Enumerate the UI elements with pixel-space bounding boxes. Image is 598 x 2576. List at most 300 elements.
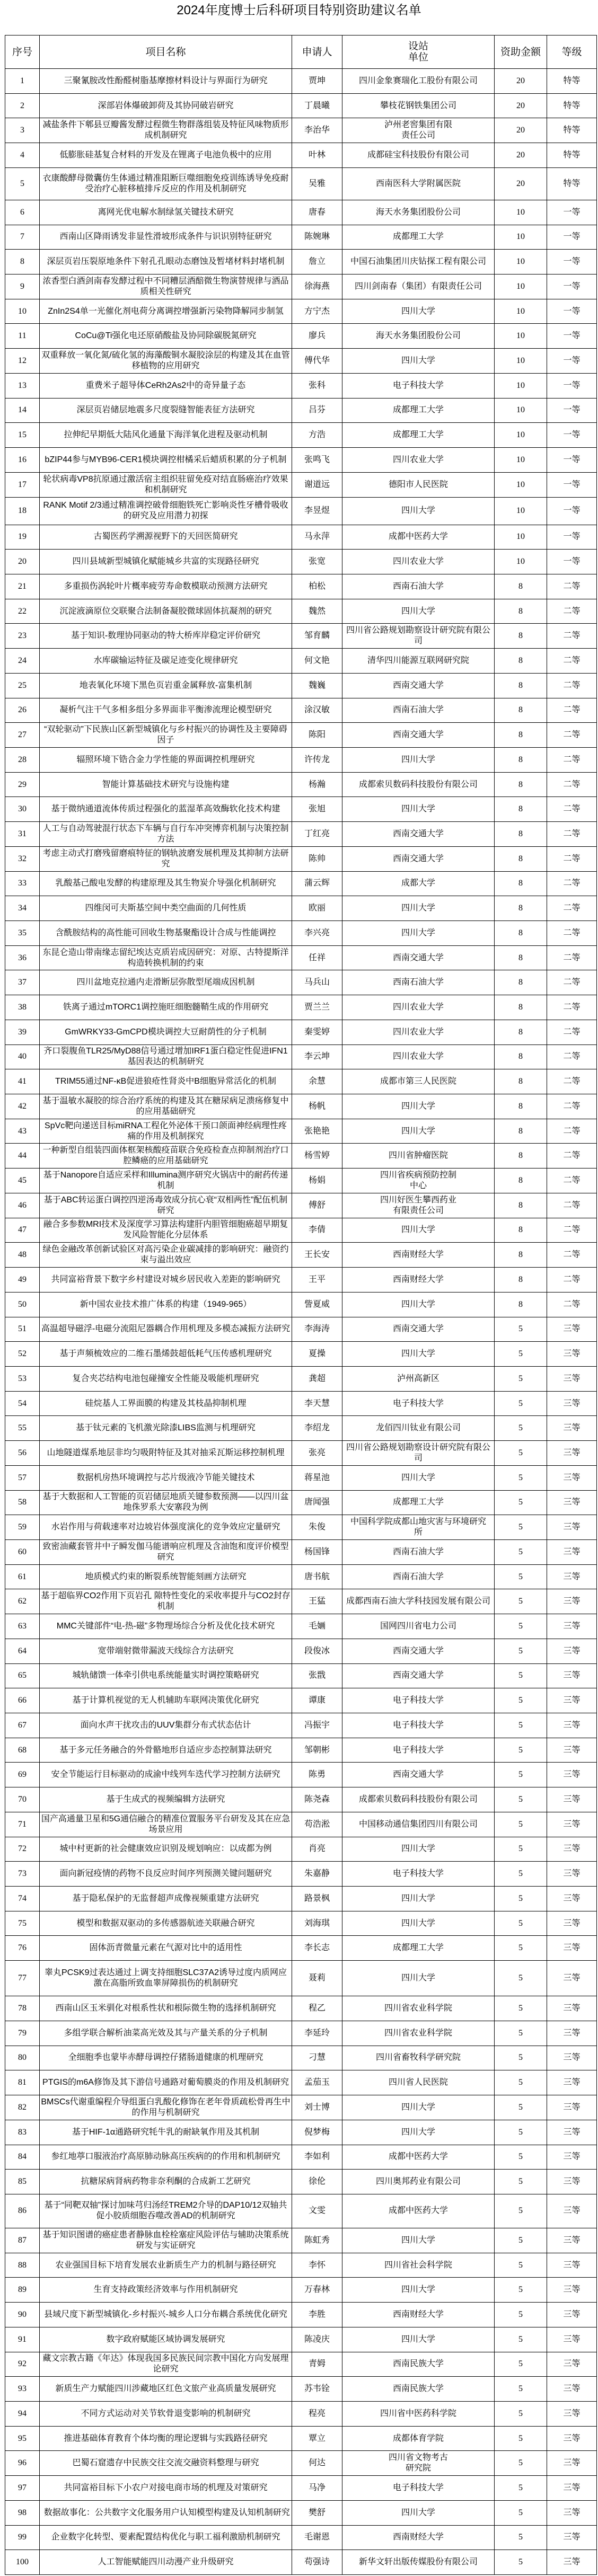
- project-name: 睾丸PCSK9过表达通过上调支持细胞SLC37A2诱导过度内质网应激在高脂所致血睾屏障损伤的机制研究: [40, 1961, 292, 1996]
- applicant-name: 丁红亮: [292, 822, 342, 847]
- host-unit: 攀枝花钢铁集团公司: [342, 93, 495, 118]
- table-row: [5, 2170, 597, 2194]
- project-name: 双重释放一氧化氮/硫化氢的海藻酸铜水凝胶涂层的构建及其在血管移植物的应用研究: [40, 349, 292, 374]
- row-index: 75: [5, 1911, 40, 1936]
- project-name: 轮状病毒VP8抗原通过激活宿主组织驻留免疫对结直肠癌治疗效果和机制研究: [40, 472, 292, 497]
- project-name: 四川县域新型城镇化赋能城乡共富的实现路径研究: [40, 550, 292, 574]
- table-row: [5, 398, 597, 423]
- header-applicant: 申请人: [292, 36, 342, 69]
- grade-level: 二等: [547, 871, 597, 896]
- grade-level: 二等: [547, 1169, 597, 1193]
- applicant-name: 魏巍: [292, 673, 342, 698]
- funding-amount: 5: [495, 2194, 547, 2228]
- host-unit: 四川大学: [342, 599, 495, 624]
- applicant-name: 张艳艳: [292, 1119, 342, 1144]
- row-index: 11: [5, 324, 40, 349]
- funding-amount: 8: [495, 1020, 547, 1044]
- table-row: [5, 599, 597, 624]
- host-unit: 四川大学: [342, 1218, 495, 1243]
- table-row: [5, 2120, 597, 2145]
- host-unit: 泸州老窖集团有限 责任公司: [342, 118, 495, 143]
- applicant-name: 邹朝彬: [292, 1738, 342, 1763]
- row-index: 98: [5, 2500, 40, 2525]
- project-name: 地质模式约束的断裂系统智能刻画方法研究: [40, 1564, 292, 1589]
- applicant-name: 马兵山: [292, 970, 342, 995]
- host-unit: 成都中医药大学: [342, 2145, 495, 2170]
- project-name: 基于知识-数理协同驱动的特大桥库岸稳定评价研究: [40, 624, 292, 649]
- host-unit: 成都中医药大学: [342, 2194, 495, 2228]
- table-row: [5, 747, 597, 772]
- funding-amount: 5: [495, 1441, 547, 1466]
- project-name: TRIM55通过NF-κB促进狼疮性肾炎中B细胞异常活化的机制: [40, 1069, 292, 1094]
- applicant-name: 许传龙: [292, 747, 342, 772]
- row-index: 89: [5, 2278, 40, 2303]
- applicant-name: 刁慧: [292, 2046, 342, 2070]
- funding-amount: 5: [495, 2377, 547, 2402]
- table-row: [5, 2095, 597, 2120]
- project-name: bZIP44参与MYB96-CER1模块调控柑橘采后蜡质积累的分子机制: [40, 448, 292, 473]
- funding-amount: 5: [495, 1366, 547, 1391]
- host-unit: 成都市第三人民医院: [342, 1069, 495, 1094]
- host-unit: 四川大学: [342, 797, 495, 822]
- row-index: 36: [5, 945, 40, 970]
- project-name: 基于ABC转运蛋白调控四逆汤毒效成分抗心衰“双相两性”配伍机制研究: [40, 1193, 292, 1218]
- table-row: [5, 2401, 597, 2426]
- grade-level: 三等: [547, 1787, 597, 1812]
- host-unit: 西南石油大学: [342, 1564, 495, 1589]
- grade-level: 一等: [547, 324, 597, 349]
- grade-level: 三等: [547, 2352, 597, 2377]
- funding-amount: 5: [495, 1961, 547, 1996]
- project-name: 低膨胀硅基复合材料的开发及在锂离子电池负极中的应用: [40, 143, 292, 168]
- host-unit: 四川农业大学: [342, 995, 495, 1020]
- grade-level: 一等: [547, 398, 597, 423]
- host-unit: 西南交通大学: [342, 1639, 495, 1663]
- row-index: 9: [5, 275, 40, 299]
- table-row: [5, 1119, 597, 1144]
- project-name: 企业数字化转型、要素配置结构优化与职工福利激励机制研究: [40, 2525, 292, 2550]
- host-unit: 中国科学院成都山地灾害与环境研究 所: [342, 1515, 495, 1540]
- host-unit: 四川农业大学: [342, 550, 495, 574]
- table-row: [5, 1996, 597, 2021]
- host-unit: 西南财经大学: [342, 1268, 495, 1293]
- project-name: 数字政府赋能区域协调发展研究: [40, 2327, 292, 2352]
- grade-level: 二等: [547, 698, 597, 723]
- header-row: [5, 36, 597, 69]
- grade-level: 三等: [547, 2377, 597, 2402]
- project-name: SpVc靶向递送目标miRNA工程化外泌体干预口颌面神经病理性疼痛的作用及机制探究: [40, 1119, 292, 1144]
- host-unit: 四川金象赛瑞化工股份有限公司: [342, 69, 495, 94]
- table-row: [5, 1911, 597, 1936]
- table-row: [5, 1564, 597, 1589]
- table-row: [5, 299, 597, 324]
- funding-amount: 5: [495, 1539, 547, 1564]
- row-index: 58: [5, 1490, 40, 1515]
- funding-amount: 5: [495, 1564, 547, 1589]
- applicant-name: 冯振宇: [292, 1713, 342, 1738]
- table-row: [5, 2253, 597, 2278]
- row-index: 40: [5, 1044, 40, 1069]
- row-index: 82: [5, 2095, 40, 2120]
- row-index: 2: [5, 93, 40, 118]
- row-index: 73: [5, 1862, 40, 1887]
- project-name: 山地隧道煤系地层非均匀吸附特征及其对抽采瓦斯运移控制机理: [40, 1441, 292, 1466]
- table-row: [5, 1416, 597, 1441]
- host-unit: 西南交通大学: [342, 1317, 495, 1342]
- funding-amount: 20: [495, 143, 547, 168]
- project-name: 基于Nanopore自适应采样和Illumina测序研究火锅店中的耐药传递机制: [40, 1169, 292, 1193]
- grade-level: 三等: [547, 1614, 597, 1639]
- grade-level: 二等: [547, 1218, 597, 1243]
- table-row: [5, 550, 597, 574]
- table-row: [5, 1317, 597, 1342]
- grade-level: 三等: [547, 1391, 597, 1416]
- host-unit: 四川省畜牧科学研究院: [342, 2046, 495, 2070]
- host-unit: 四川大学: [342, 747, 495, 772]
- header-project-name: 项目名称: [40, 36, 292, 69]
- grade-level: 二等: [547, 822, 597, 847]
- row-index: 37: [5, 970, 40, 995]
- table-row: [5, 1268, 597, 1293]
- applicant-name: 毛谢恩: [292, 2525, 342, 2550]
- table-row: [5, 1292, 597, 1317]
- project-name: ZnIn2S4单一光催化剂电荷分离调控增强新污染物降解同步制氢: [40, 299, 292, 324]
- grade-level: 一等: [547, 225, 597, 250]
- project-name: 抗糖尿病肾病药物非奈利酮的合成新工艺研究: [40, 2170, 292, 2194]
- applicant-name: 杨娟: [292, 1169, 342, 1193]
- table-row: [5, 1515, 597, 1540]
- host-unit: 四川大学: [342, 896, 495, 921]
- table-row: [5, 673, 597, 698]
- applicant-name: 李如利: [292, 2145, 342, 2170]
- grade-level: 二等: [547, 673, 597, 698]
- table-row: [5, 2550, 597, 2575]
- grade-level: 二等: [547, 1144, 597, 1169]
- applicant-name: 苏韦铨: [292, 2377, 342, 2402]
- table-row: [5, 822, 597, 847]
- host-unit: 电子科技大学: [342, 1713, 495, 1738]
- funding-amount: 8: [495, 1169, 547, 1193]
- project-name: 浓香型白酒剑南春发酵过程中不同糟层酒醅微生物演替规律与酒品质相关性研究: [40, 275, 292, 299]
- grade-level: 二等: [547, 574, 597, 599]
- project-name: 含酰胺结构的高性能可回收生物基聚酯设计合成与性能调控: [40, 921, 292, 946]
- host-unit: 西南石油大学: [342, 698, 495, 723]
- host-unit: 成都理工大学: [342, 398, 495, 423]
- applicant-name: 秦雯婷: [292, 1020, 342, 1044]
- project-name: 基于“同靶双轴”探讨加味芎归汤经TREM2介导的DAP10/12双轴共促小胶质细胞吞噬改善AD的机制研究: [40, 2194, 292, 2228]
- applicant-name: 张鸣飞: [292, 448, 342, 473]
- funding-amount: 20: [495, 167, 547, 200]
- host-unit: 成都理工大学: [342, 1490, 495, 1515]
- applicant-name: 何达: [292, 2451, 342, 2476]
- grade-level: 二等: [547, 846, 597, 871]
- applicant-name: 杨帆: [292, 1094, 342, 1119]
- project-name: 推进基础体育教育个体均衡的理论逻辑与实践路径研究: [40, 2426, 292, 2451]
- project-name: 全细胞季也蒙毕赤酵母调控仔猪肠道健康的机理研究: [40, 2046, 292, 2070]
- row-index: 5: [5, 167, 40, 200]
- applicant-name: 万春林: [292, 2278, 342, 2303]
- table-row: [5, 1787, 597, 1812]
- table-row: [5, 871, 597, 896]
- row-index: 95: [5, 2426, 40, 2451]
- grade-level: 三等: [547, 1342, 597, 1367]
- project-name: 凝析气注干气多相多组分多界面非平衡渗流理论模型研究: [40, 698, 292, 723]
- funding-amount: 8: [495, 772, 547, 797]
- grade-level: 三等: [547, 2327, 597, 2352]
- grade-level: 三等: [547, 2194, 597, 2228]
- project-name: 绿色金融改革创新试验区对高污染企业碳减排的影响研究：融资约束与溢出效应: [40, 1243, 292, 1268]
- table-row: [5, 1044, 597, 1069]
- applicant-name: 王猛: [292, 1589, 342, 1614]
- row-index: 60: [5, 1539, 40, 1564]
- applicant-name: 唐书航: [292, 1564, 342, 1589]
- funding-amount: 5: [495, 1416, 547, 1441]
- row-index: 81: [5, 2070, 40, 2095]
- applicant-name: 方宁杰: [292, 299, 342, 324]
- host-unit: 四川大学: [342, 349, 495, 374]
- row-index: 53: [5, 1366, 40, 1391]
- host-unit: 电子科技大学: [342, 1862, 495, 1887]
- project-name: 参红地葶口服液治疗高原肺动脉高压疾病的的作用和机制研究: [40, 2145, 292, 2170]
- applicant-name: 陈帅: [292, 846, 342, 871]
- applicant-name: 朱嘉静: [292, 1862, 342, 1887]
- row-index: 1: [5, 69, 40, 94]
- funding-amount: 5: [495, 1738, 547, 1763]
- grade-level: 三等: [547, 2170, 597, 2194]
- project-name: RANK Motif 2/3通过精准调控破骨细胞铁死亡影响炎性牙槽骨吸收的研究及应用潜力初探: [40, 497, 292, 525]
- table-row: [5, 1366, 597, 1391]
- table-row: [5, 896, 597, 921]
- row-index: 47: [5, 1218, 40, 1243]
- row-index: 66: [5, 1688, 40, 1713]
- table-row: [5, 1887, 597, 1911]
- grade-level: 二等: [547, 723, 597, 748]
- project-name: 基于声频梳效应的二维石墨烯鼓超低耗气压传感机理研究: [40, 1342, 292, 1367]
- applicant-name: 杨国锋: [292, 1539, 342, 1564]
- applicant-name: 张戬: [292, 1663, 342, 1688]
- row-index: 93: [5, 2377, 40, 2402]
- row-index: 74: [5, 1887, 40, 1911]
- host-unit: 四川大学: [342, 2278, 495, 2303]
- table-row: [5, 1539, 597, 1564]
- applicant-name: 吴雅: [292, 167, 342, 200]
- host-unit: 西南交通大学: [342, 1663, 495, 1688]
- table-row: [5, 1663, 597, 1688]
- host-unit: 四川省公路规划勘察设计研究院有限公 司: [342, 624, 495, 649]
- project-name: 模型和数据双驱动的多传感器航迹关联融合研究: [40, 1911, 292, 1936]
- funding-amount: 5: [495, 1663, 547, 1688]
- applicant-name: 李天慧: [292, 1391, 342, 1416]
- applicant-name: 毛婳: [292, 1614, 342, 1639]
- project-name: 基于知识图谱的癌症患者静脉血栓栓塞症风险评估与辅助决策系统研发与实证研究: [40, 2228, 292, 2253]
- row-index: 29: [5, 772, 40, 797]
- row-index: 72: [5, 1837, 40, 1862]
- row-index: 12: [5, 349, 40, 374]
- applicant-name: 李云坤: [292, 1044, 342, 1069]
- table-row: [5, 2327, 597, 2352]
- host-unit: 成都中医药大学: [342, 525, 495, 550]
- table-row: [5, 698, 597, 723]
- applicant-name: 陈凌庆: [292, 2327, 342, 2352]
- project-name: 水库碳输运特征及碳足迹变化规律研究: [40, 649, 292, 674]
- row-index: 64: [5, 1639, 40, 1663]
- grade-level: 二等: [547, 1044, 597, 1069]
- applicant-name: 李倩: [292, 1218, 342, 1243]
- funding-amount: 5: [495, 2021, 547, 2046]
- project-name: 基于生成式的视频编辑方法研究: [40, 1787, 292, 1812]
- project-name: 智能计算基础技术研究与设施构建: [40, 772, 292, 797]
- row-index: 50: [5, 1292, 40, 1317]
- grade-level: 二等: [547, 1094, 597, 1119]
- host-unit: 四川农业大学: [342, 1044, 495, 1069]
- row-index: 48: [5, 1243, 40, 1268]
- funding-amount: 8: [495, 995, 547, 1020]
- grade-level: 一等: [547, 200, 597, 225]
- applicant-name: 王长安: [292, 1243, 342, 1268]
- grade-level: 特等: [547, 118, 597, 143]
- funding-amount: 5: [495, 1639, 547, 1663]
- host-unit: 海天水务集团股份公司: [342, 200, 495, 225]
- funding-amount: 10: [495, 324, 547, 349]
- applicant-name: 李怀: [292, 2253, 342, 2278]
- host-unit: 四川大学: [342, 1094, 495, 1119]
- grade-level: 特等: [547, 93, 597, 118]
- table-row: [5, 525, 597, 550]
- table-row: [5, 2525, 597, 2550]
- host-unit: 西南交通大学: [342, 723, 495, 748]
- grade-level: 三等: [547, 1763, 597, 1787]
- table-row: [5, 1342, 597, 1367]
- grade-level: 三等: [547, 2145, 597, 2170]
- table-row: [5, 1391, 597, 1416]
- applicant-name: 涂汉敏: [292, 698, 342, 723]
- table-row: [5, 275, 597, 299]
- project-name: MMC关键部件“电-热-磁”多物理场综合分析及优化技术研究: [40, 1614, 292, 1639]
- grade-level: 三等: [547, 1589, 597, 1614]
- row-index: 99: [5, 2525, 40, 2550]
- row-index: 90: [5, 2303, 40, 2327]
- table-row: [5, 1688, 597, 1713]
- applicant-name: 樊舒: [292, 2500, 342, 2525]
- project-name: GmWRKY33-GmCPD模块调控大豆耐荫性的分子机制: [40, 1020, 292, 1044]
- grade-level: 二等: [547, 1069, 597, 1094]
- host-unit: 四川省文物考古 研究院: [342, 2451, 495, 2476]
- funding-amount: 20: [495, 118, 547, 143]
- applicant-name: 欧丽: [292, 896, 342, 921]
- applicant-name: 陈虹秀: [292, 2228, 342, 2253]
- funding-amount: 5: [495, 1490, 547, 1515]
- project-name: 深部岩体爆破卸荷及其协同破岩研究: [40, 93, 292, 118]
- funding-amount: 5: [495, 2278, 547, 2303]
- host-unit: 成都理工大学: [342, 1936, 495, 1961]
- project-name: 藏文宗教古籍《年达》体现我国多民族民间宗教中国化方向发展理论研究: [40, 2352, 292, 2377]
- row-index: 77: [5, 1961, 40, 1996]
- applicant-name: 路景枫: [292, 1887, 342, 1911]
- applicant-name: 苟浩淞: [292, 1812, 342, 1837]
- applicant-name: 谢道远: [292, 472, 342, 497]
- applicant-name: 訾夏威: [292, 1292, 342, 1317]
- applicant-name: 杨瀚: [292, 772, 342, 797]
- funding-amount: 10: [495, 225, 547, 250]
- applicant-name: 张旭: [292, 797, 342, 822]
- row-index: 63: [5, 1614, 40, 1639]
- project-name: 固体沥青微量元素在气源对比中的适用性: [40, 1936, 292, 1961]
- row-index: 13: [5, 373, 40, 398]
- project-name: 衣康酸酵母微囊仿生体通过精准阻断巨噬细胞免疫训练诱导免疫耐受治疗心脏移植排斥反应的作用及机制研究: [40, 167, 292, 200]
- project-name: 四川盆地克拉通内走滑断层弥散型尾端成因机制: [40, 970, 292, 995]
- project-name: 面向新冠疫情的药物不良反应时间序列预测关键问题研究: [40, 1862, 292, 1887]
- table-row: [5, 472, 597, 497]
- table-row: [5, 1465, 597, 1490]
- grade-level: 三等: [547, 1416, 597, 1441]
- row-index: 10: [5, 299, 40, 324]
- host-unit: 中国移动通信集团四川有限公司: [342, 1812, 495, 1837]
- funding-amount: 10: [495, 398, 547, 423]
- applicant-name: 任祥: [292, 945, 342, 970]
- applicant-name: 李绍龙: [292, 1416, 342, 1441]
- funding-amount: 5: [495, 2500, 547, 2525]
- grade-level: 一等: [547, 550, 597, 574]
- host-unit: 四川省公路规划勘察设计研究院有限公 司: [342, 1441, 495, 1466]
- grade-level: 三等: [547, 1911, 597, 1936]
- grade-level: 三等: [547, 2550, 597, 2575]
- row-index: 54: [5, 1391, 40, 1416]
- project-name: 基于多元任务融合的外骨骼地形自适应步态控制算法研究: [40, 1738, 292, 1763]
- grade-level: 二等: [547, 945, 597, 970]
- applicant-name: 程乙: [292, 1996, 342, 2021]
- funding-amount: 8: [495, 1268, 547, 1293]
- project-name: 高温超导磁浮-电磁分流阻尼器耦合作用机理及多模态减振方法研究: [40, 1317, 292, 1342]
- row-index: 33: [5, 871, 40, 896]
- row-index: 57: [5, 1465, 40, 1490]
- grade-level: 一等: [547, 250, 597, 275]
- applicant-name: 蒲云辉: [292, 871, 342, 896]
- grade-level: 二等: [547, 1243, 597, 1268]
- host-unit: 四川大学: [342, 299, 495, 324]
- grade-level: 三等: [547, 2070, 597, 2095]
- project-name: 一种新型自组装四面体框架核酸疫苗联合免疫检查点抑制剂治疗口腔鳞癌的应用基础研究: [40, 1144, 292, 1169]
- host-unit: 新华文轩出版传媒股份有限公司: [342, 2550, 495, 2575]
- funding-amount: 8: [495, 747, 547, 772]
- grade-level: 三等: [547, 1639, 597, 1663]
- row-index: 96: [5, 2451, 40, 2476]
- host-unit: 四川大学: [342, 2500, 495, 2525]
- host-unit: 国网四川省电力公司: [342, 1614, 495, 1639]
- host-unit: 四川大学: [342, 2228, 495, 2253]
- row-index: 71: [5, 1812, 40, 1837]
- grade-level: 一等: [547, 275, 597, 299]
- table-row: [5, 574, 597, 599]
- funding-amount: 10: [495, 373, 547, 398]
- table-row: [5, 2377, 597, 2402]
- host-unit: 四川大学: [342, 2120, 495, 2145]
- row-index: 20: [5, 550, 40, 574]
- host-unit: 西南交通大学: [342, 673, 495, 698]
- applicant-name: 徐海燕: [292, 275, 342, 299]
- project-name: BMSCs代谢重编程介导组蛋白乳酸化修饰在老年骨质疏松骨再生中的作用与机制研究: [40, 2095, 292, 2120]
- row-index: 78: [5, 1996, 40, 2021]
- host-unit: 四川奥邦药业有限公司: [342, 2170, 495, 2194]
- host-unit: 西南石油大学: [342, 970, 495, 995]
- funding-amount: 8: [495, 599, 547, 624]
- project-name: 共同富裕目标下小农户对接电商市场的机理及对策研究: [40, 2476, 292, 2501]
- host-unit: 四川农业大学: [342, 448, 495, 473]
- host-unit: 西南石油大学: [342, 574, 495, 599]
- applicant-name: 蒋星池: [292, 1465, 342, 1490]
- funding-amount: 5: [495, 1713, 547, 1738]
- host-unit: 西南民族大学: [342, 2377, 495, 2402]
- funding-amount: 8: [495, 1069, 547, 1094]
